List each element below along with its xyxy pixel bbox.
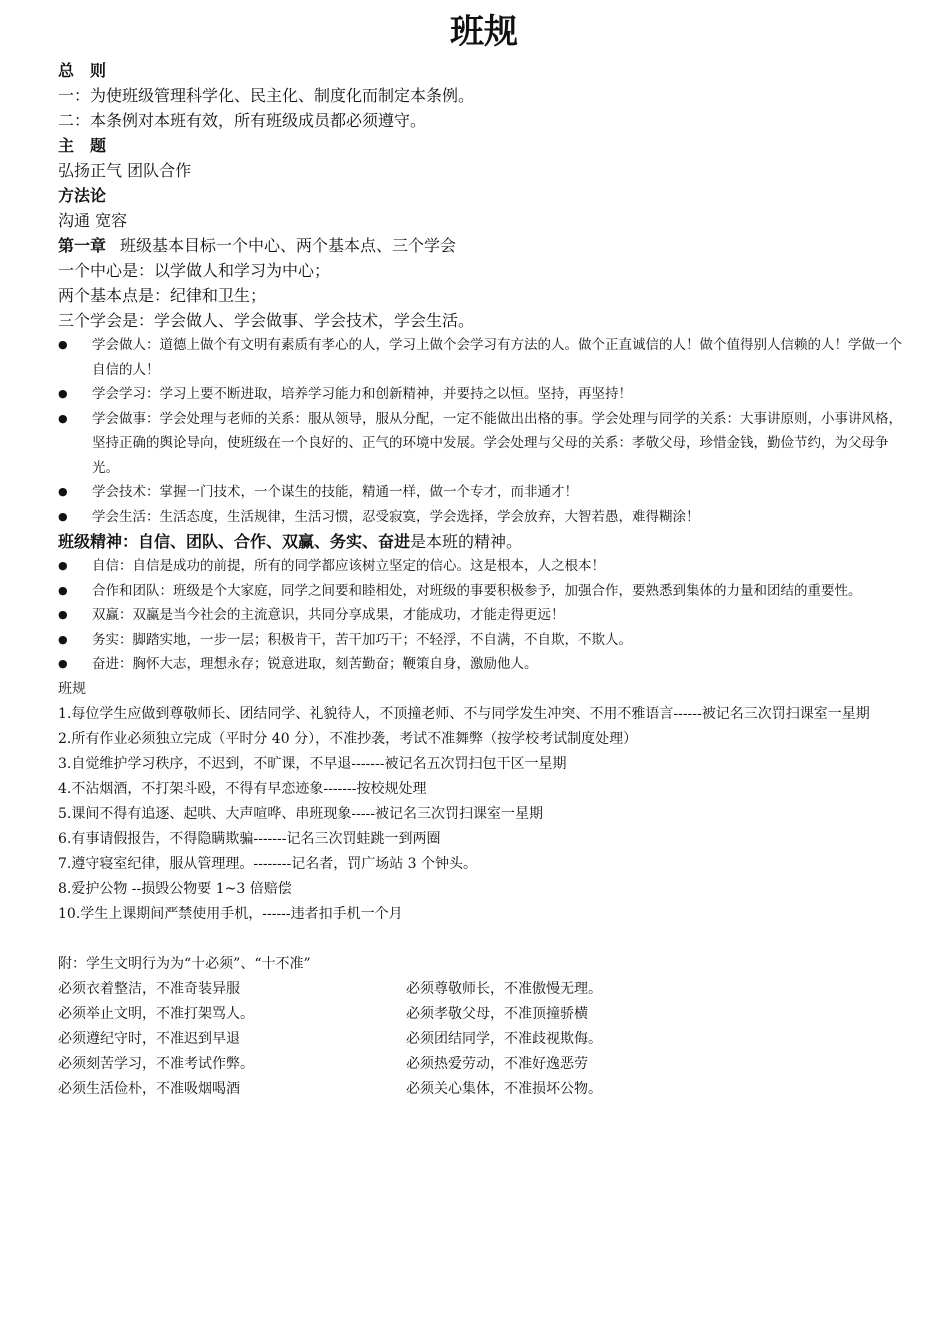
chapter1-line: 一个中心是：以学做人和学习为中心； xyxy=(58,261,331,280)
theme-text: 弘扬正气 团队合作 xyxy=(58,161,192,180)
list-item: ● 学会做事：学会处理与老师的关系：服从领导，服从分配，一定不能做出出格的事。学会处理与同学的关系：大事讲原则，小事讲风格，坚持正确的舆论导向，使班级在一个良好的、正气的环境中发展。学会处理与父母的关系：孝敬父母，珍惜金钱，勤俭节约，为父母争光。 xyxy=(58,407,910,481)
document-page xyxy=(58,0,910,1102)
blank-line xyxy=(58,927,910,952)
rules-heading: 班规 xyxy=(58,680,86,697)
general-item: 二：本条例对本班有效，所有班级成员都必须遵守。 xyxy=(58,111,427,130)
chapter1-title: 班级基本目标一个中心、两个基本点、三个学会 xyxy=(120,236,457,255)
rule-item: 1.每位学生应做到尊敬师长、团结同学、礼貌待人，不顶撞老师、不与同学发生冲突、不用不雅语言------被记名三次罚扫课室一星期 xyxy=(58,705,870,722)
general-heading: 总 则 xyxy=(58,61,107,80)
appendix-right-item: 必须团结同学，不准歧视欺侮。 xyxy=(406,1030,602,1047)
page-title: 班规 xyxy=(450,12,518,52)
list-item: ● 务实：脚踏实地，一步一层；积极肯干，苦干加巧干；不轻浮，不自满，不自欺，不欺人。 xyxy=(58,628,910,653)
appendix-right-item: 必须关心集体，不准损坏公物。 xyxy=(406,1080,602,1097)
spirit-heading xyxy=(58,529,910,554)
list-item: ● 自信：自信是成功的前提，所有的同学都应该树立坚定的信心。这是根本，人之根本！ xyxy=(58,554,910,579)
list-item: ● 学会做人：道德上做个有文明有素质有孝心的人，学习上做个会学习有方法的人。做个正直诚信的人！做个值得别人信赖的人！学做一个自信的人！ xyxy=(58,333,910,382)
spirit-bullet-list xyxy=(58,554,910,677)
theme-heading: 主 题 xyxy=(58,136,107,155)
appendix-left-item: 必须遵纪守时，不准迟到早退 xyxy=(58,1030,240,1047)
appendix-section xyxy=(58,952,910,1102)
appendix-right-item: 必须孝敬父母，不准顶撞骄横 xyxy=(406,1005,588,1022)
spirit-values: ：自信、团队、合作、双赢、务实、奋进 xyxy=(122,532,411,551)
chapter1-heading xyxy=(58,233,910,258)
list-item: ● 合作和团队：班级是个大家庭，同学之间要和睦相处，对班级的事要积极参予，加强合作，要熟悉到集体的力量和团结的重要性。 xyxy=(58,579,910,604)
appendix-right-item: 必须尊敬师长，不准傲慢无理。 xyxy=(406,980,602,997)
rule-item: 6.有事请假报告，不得隐瞒欺骗-------记名三次罚蛙跳一到两圈 xyxy=(58,830,441,847)
general-item: 一：为使班级管理科学化、民主化、制度化而制定本条例。 xyxy=(58,86,475,105)
chapter1-label: 第一章 xyxy=(58,236,107,255)
rule-item: 4.不沾烟酒，不打架斗殴，不得有早恋迹象-------按校规处理 xyxy=(58,780,427,797)
rule-item: 10.学生上课期间严禁使用手机，------违者扣手机一个月 xyxy=(58,905,403,922)
appendix-left-item: 必须衣着整洁，不准奇装异服 xyxy=(58,980,240,997)
rule-item: 3.自觉维护学习秩序，不迟到，不旷课，不早退-------被记名五次罚扫包干区一星期 xyxy=(58,755,567,772)
appendix-left-item: 必须刻苦学习，不准考试作弊。 xyxy=(58,1055,254,1072)
list-item: ● 奋进：胸怀大志，理想永存；锐意进取，刻苦勤奋；鞭策自身，激励他人。 xyxy=(58,652,910,677)
chapter1-line: 三个学会是：学会做人、学会做事、学会技术，学会生活。 xyxy=(58,311,475,330)
rule-item: 2.所有作业必须独立完成（平时分 40 分），不准抄袭，考试不准舞弊（按学校考试制度处理） xyxy=(58,730,638,747)
list-item: ● 学会生活：生活态度，生活规律，生活习惯，忍受寂寞，学会选择，学会放弃，大智若愚，难得糊涂！ xyxy=(58,505,910,530)
appendix-left-item: 必须举止文明，不准打架骂人。 xyxy=(58,1005,254,1022)
rule-item: 5.课间不得有追逐、起哄、大声喧哗、串班现象-----被记名三次罚扫课室一星期 xyxy=(58,805,544,822)
appendix-right-item: 必须热爱劳动，不准好逸恶劳 xyxy=(406,1055,588,1072)
appendix-grid xyxy=(58,977,910,1102)
list-item: ● 双赢：双赢是当今社会的主流意识，共同分享成果，才能成功，才能走得更远！ xyxy=(58,603,910,628)
list-item: ● 学会技术：掌握一门技术，一个谋生的技能，精通一样，做一个专才，而非通才！ xyxy=(58,480,910,505)
list-item: ● 学会学习：学习上要不断进取，培养学习能力和创新精神，并要持之以恒。坚持，再坚持！ xyxy=(58,382,910,407)
method-text: 沟通 宽容 xyxy=(58,211,128,230)
method-heading: 方法论 xyxy=(58,186,107,205)
rule-item: 8.爱护公物 --损毁公物要 1~3 倍赔偿 xyxy=(58,880,292,897)
appendix-left-item: 必须生活俭朴，不准吸烟喝酒 xyxy=(58,1080,240,1097)
chapter1-bullet-list xyxy=(58,333,910,529)
appendix-heading: 附：学生文明行为为“十必须”、“十不准” xyxy=(58,955,311,972)
rule-item: 7.遵守寝室纪律，服从管理理。--------记名者，罚广场站 3 个钟头。 xyxy=(58,855,478,872)
spirit-label: 班级精神 xyxy=(58,532,123,551)
spirit-suffix: 是本班的精神。 xyxy=(410,532,523,551)
rules-section xyxy=(58,677,910,927)
chapter1-line: 两个基本点是：纪律和卫生； xyxy=(58,286,267,305)
